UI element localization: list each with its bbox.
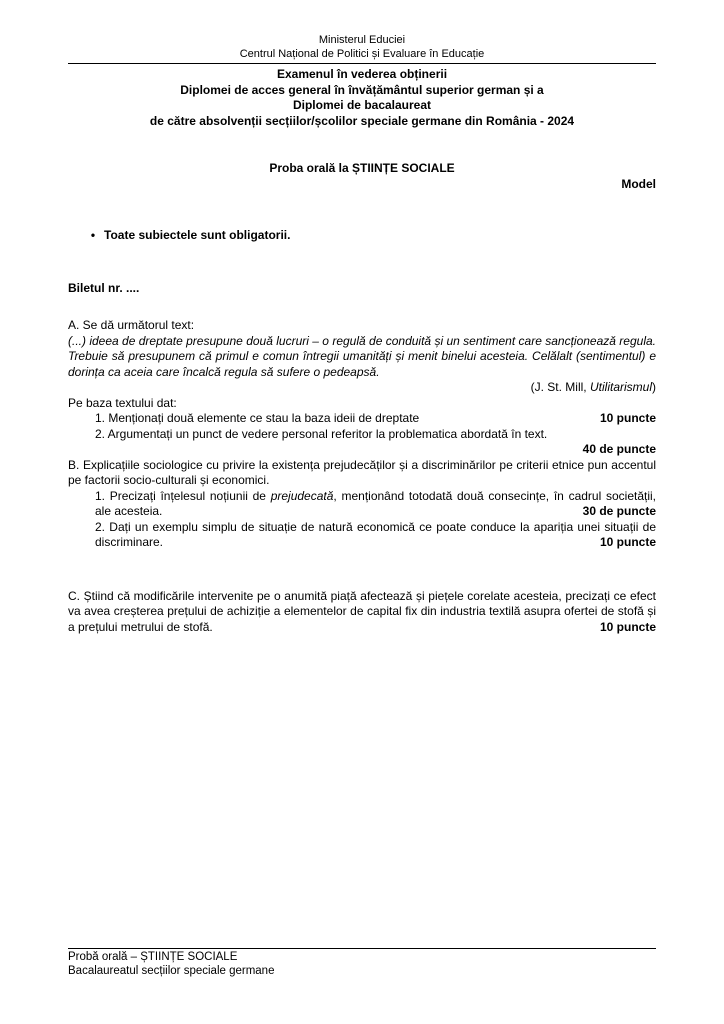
model-label: Model (621, 176, 656, 191)
exam-heading-line: Diplomei de bacalaureat (292, 98, 432, 112)
section-b-item-1-term: prejudecată (270, 488, 334, 503)
section-b-item-1-post: , menționând totodată două consecințe, în cadrul societății, ale acesteia. (95, 488, 656, 518)
section-c-text: C. Știind că modificările intervenite pe o anumită piață afectează și piețele corelate acesteia, precizați ce efect va avea creșterea prețului de achiziție a elementelor de capital fix din industria textilă asupra ofertei de stofă și a prețului metrului de stofă. (68, 588, 656, 634)
mandatory-notice (68, 228, 656, 244)
section-a-intro: A. Se dă următorul text: (68, 318, 195, 332)
section-b-item-2-points: 10 puncte (599, 535, 656, 549)
quote-source-title: Utilitarismul (589, 380, 652, 394)
page-footer (0, 946, 724, 978)
exam-heading-line: Diplomei de acces general în învățământul superior german și a (180, 82, 544, 97)
section-b-item-1-points: 30 de puncte (582, 504, 656, 518)
section-a-item-1-text: 1. Menționați două elemente ce stau la baza ideii de dreptate (95, 411, 420, 425)
section-a-item-1 (95, 411, 656, 427)
section-b (68, 458, 656, 551)
section-b-item-1 (95, 489, 656, 520)
section-c (68, 589, 656, 636)
section-a (68, 318, 656, 458)
section-b-item-2 (95, 520, 656, 551)
section-a-quote (68, 334, 656, 381)
quote-source-prefix: (J. St. Mill, (530, 380, 590, 394)
quote-source (68, 380, 656, 396)
section-a-item-1-points: 10 puncte (599, 411, 656, 425)
org-name-line1: Ministerul Educiei (318, 34, 406, 46)
section-a-item-2 (95, 427, 656, 443)
section-b-item-1-pre: 1. Precizați înțelesul noțiunii de (95, 488, 271, 503)
footer-divider (68, 948, 656, 949)
footer-line2: Bacalaureatul secțiilor speciale germane (68, 965, 275, 977)
section-c-paragraph (68, 589, 656, 636)
section-b-intro: B. Explicațiile sociologice cu privire la existența prejudecăților și a discriminărilor pe criterii etnice pun accentul pe factorii socio-culturali și economici. (68, 457, 656, 487)
footer-line1: Probă orală – ȘTIINȚE SOCIALE (68, 951, 238, 963)
subject-title: Proba orală la ȘTIINȚE SOCIALE (269, 161, 455, 175)
ticket-number-label: Biletul nr. .... (68, 280, 140, 295)
quote-source-suffix: ) (652, 380, 656, 394)
header-divider (68, 63, 656, 64)
exam-heading-line: Examenul în vederea obținerii (276, 67, 448, 81)
mandatory-notice-text: Toate subiectele sunt obligatorii. (104, 228, 291, 242)
section-c-points: 10 puncte (599, 619, 656, 634)
section-a-item-2-text: 2. Argumentați un punct de vedere personal referitor la problematica abordată în text. (95, 426, 548, 441)
exam-heading-line: de către absolvenții secțiilor/școlilor speciale germane din România - 2024 (149, 113, 575, 128)
org-name-line2: Centrul Național de Politici și Evaluare în Educație (239, 48, 485, 60)
section-b-item-2-text: 2. Dați un exemplu simplu de situație de natură economică ce poate conduce la apariția unei situații de discriminare. (95, 519, 656, 549)
section-a-item-2-points: 40 de puncte (582, 442, 656, 456)
exam-heading-block (68, 67, 656, 129)
section-a-basis: Pe baza textului dat: (68, 395, 177, 410)
quote-text: (...) ideea de dreptate presupune două lucruri – o regulă de conduită și un sentiment care sancționează regula. Trebuie să presupunem că primul e comun întregii umanități și menit binelui acesteia. Celălalt (sentimentul) e dorința ca aceia care încalcă regula să sufere o pedeapsă. (68, 333, 656, 379)
bullet-icon: • (90, 228, 96, 242)
